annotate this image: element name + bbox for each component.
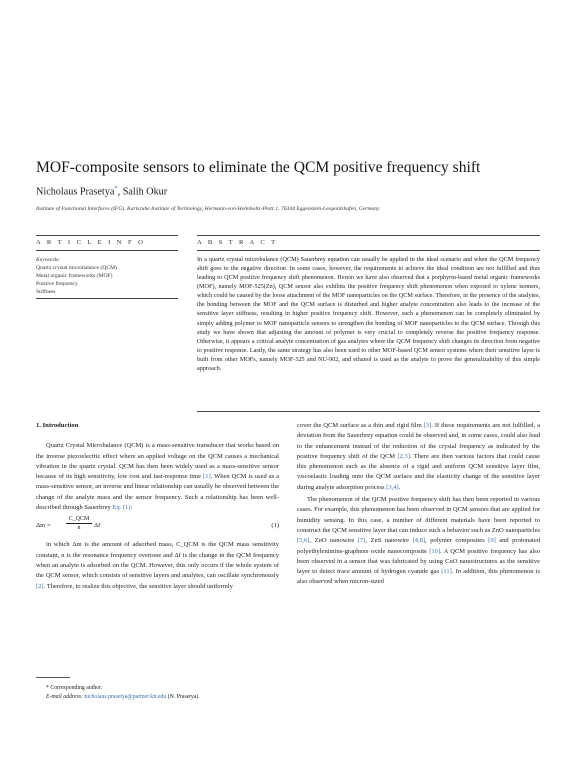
divider: [36, 235, 178, 236]
abstract-heading: A B S T R A C T: [197, 239, 278, 246]
keyword: Positive frequency: [36, 281, 78, 287]
equation: [36, 515, 279, 537]
equation-numerator: C_QCM: [66, 515, 92, 524]
authors: [36, 185, 167, 197]
keyword: Metal organic frameworks (MOF): [36, 273, 113, 279]
citation-link[interactable]: [1]: [203, 473, 211, 481]
keyword: Stiffness: [36, 289, 56, 295]
citation-link[interactable]: [11]: [441, 568, 452, 576]
citation-link[interactable]: [4,8]: [412, 537, 426, 545]
equation-number: (1): [271, 522, 279, 530]
footnote-corresponding: * Corresponding author.: [46, 685, 103, 691]
citation-link[interactable]: [3,4]: [386, 483, 399, 491]
paper-title: MOF-composite sensors to eliminate the QCM positive frequency shift: [36, 159, 481, 176]
equation-denominator: n: [77, 525, 81, 532]
abstract-text: In a quartz crystal microbalance (QCM) Sauerbrey equation can usually be applied in the ideal scenario and when the QCM frequency shift goes to the negative direction. In some cases, however, the requirements to achieve the ideal condition are not fulfilled and thus leading to QCM positive frequency shift phenomenon. Herein we have also observed that a porphyrin-based metal organic frameworks (MOF), namely MOF-525(Zn), QCM sensor also exhibits the positive frequency shift phenomenon when exposed to xylene isomers, which could be caused by the loose attachment of the MOF nanoparticles on the QCM surface. Therefore, in the presence of the analytes, the bonding between the MOF and the QCM surface is disturbed and higher analyte concentration also leads to the increase of the sensitive layer stiffness, resulting in higher positive frequency shift. However, such a phenomenon can be completely eliminated by simply adding polymer to MOF nanoparticle sensors to strengthen the bonding of MOF nanoparticles to the QCM surface. Through this study we have shown that adjusting the amount of polymer is very crucial to completely reverse the positive frequency response. Otherwise, it appears a critical analyte concentration of gas analytes where the QCM frequency shift changes its direction from negative to positive response. Lastly, the same strategy has also been used to other MOF-based QCM sensor systems where their sensitive layer is built from other MOFs, namely MOF-525 and NU-902, and ethanol is used as the analyte to prove the generalizability of this simple approach.: [197, 256, 540, 372]
corresponding-mark[interactable]: *: [114, 185, 118, 192]
citation-link[interactable]: [3]: [423, 422, 432, 429]
left-column: [36, 421, 279, 592]
citation-link[interactable]: [2]: [36, 582, 44, 590]
author-2: , Salih Okur: [117, 186, 168, 198]
footnote-rule: [36, 677, 70, 678]
author-1: Nicholaus Prasetya: [36, 186, 115, 198]
citation-link[interactable]: [9]: [488, 537, 496, 545]
divider: [197, 411, 540, 412]
article-info-heading: A R T I C L E I N F O: [36, 239, 146, 246]
section-heading: 1. Introduction: [36, 422, 79, 429]
paragraph: Quartz Crystal Microbalance (QCM) is a mass-sensitive transducer that works based on the inverse piezoelectric effect where an applied voltage on the QCM causes a mechanical vibration in the quartz crystal. QCM has then been widely used as a mass-sensitive sensor because of its high sensitivity, low cost and fast-response time [1]. When QCM is used as a mass-sensitive sensor, an inverse and linear relationship can usually be observed between the change of the analyte mass and the sensor frequency. Such a relationship has been well-described through Sauerbrey Eq. (1):: [36, 442, 279, 512]
citation-link[interactable]: [10]: [429, 547, 441, 555]
right-column: [297, 421, 540, 588]
citation-link[interactable]: [5,6]: [297, 537, 310, 545]
divider: [197, 250, 540, 251]
citation-link[interactable]: [2,3]: [397, 452, 410, 460]
divider: [36, 298, 178, 299]
email-link[interactable]: nicholaus.prasetya@partner.kit.edu: [84, 694, 167, 700]
paragraph: cover the QCM surface as a thin and rigid film [3]. If these requirements are not fulfilled, a deviation from the Sauerbrey equation could be observed and, in some cases, could also lead to the enhancement instead of the reduction of the crystal frequency as indicated by the positive frequency shift of the QCM [2,3]. There are then various factors that could cause this phenomenon such as the absence of a rigid and uniform QCM sensitive layer film, viscoelastic loading onto the QCM surface and the elasticity change of the sensitive layer during analyte adsorption process [3,4].: [297, 422, 540, 491]
paragraph: in which Δm is the amount of adsorbed mass, C_QCM is the QCM mass sensitivity constant, n is the resonance frequency overtone and Δf is the change in the QCM frequency when an analyte is adsorbed on the QCM. However, this only occurs if the whole system of the QCM sensor, which consists of sensitive layers and analytes, can oscillate synchronously [2]. Therefore, to realize this objective, the sensitive layer should uniformly: [36, 541, 279, 590]
paragraph: The phenomenon of the QCM positive frequency shift has then been reported in various cases. For example, this phenomenon has been observed in QCM sensors that are applied for humidity sensing. In this case, a number of different materials have been reported to construct the QCM sensitive layer that can induce such a behavior such as ZnO nanoparticles [5,6], ZnO nanowire [7], ZnS nanowire [4,8], polymer composites [9] and protonated polyethylenimine-graphene oxide nanocomposite [10]. A QCM positive frequency has also been observed in a sensor that was fabricated by using CuO nanostructures as the sensitive layer to detect trace amount of hydrogen cyanide gas [11]. In addition, this phenomenon is also observed when micron-sized: [297, 496, 540, 586]
divider: [197, 235, 540, 236]
equation-delta-f: Δf: [94, 522, 101, 530]
footnote-email: E-mail address: nicholaus.prasetya@partner.kit.edu (N. Prasetya).: [46, 694, 200, 700]
footnote: [36, 677, 256, 702]
keyword: Quartz crystal microbalance (QCM): [36, 265, 117, 271]
keywords: [36, 256, 117, 296]
keywords-label: Keywords:: [36, 257, 61, 263]
equation-lhs: Δm =: [36, 522, 51, 530]
divider: [36, 250, 178, 251]
citation-link[interactable]: [7]: [357, 537, 366, 545]
equation-fraction: [66, 515, 92, 532]
equation-link[interactable]: Eq. (1): [112, 504, 131, 512]
affiliation: Institute of Functional Interfaces (IFG), Karlsruhe Institute of Technology, Hermann-von-Helmholtz-Platz 1, 76344 Eggenstein-Leopoldshafen, Germany: [36, 206, 380, 212]
